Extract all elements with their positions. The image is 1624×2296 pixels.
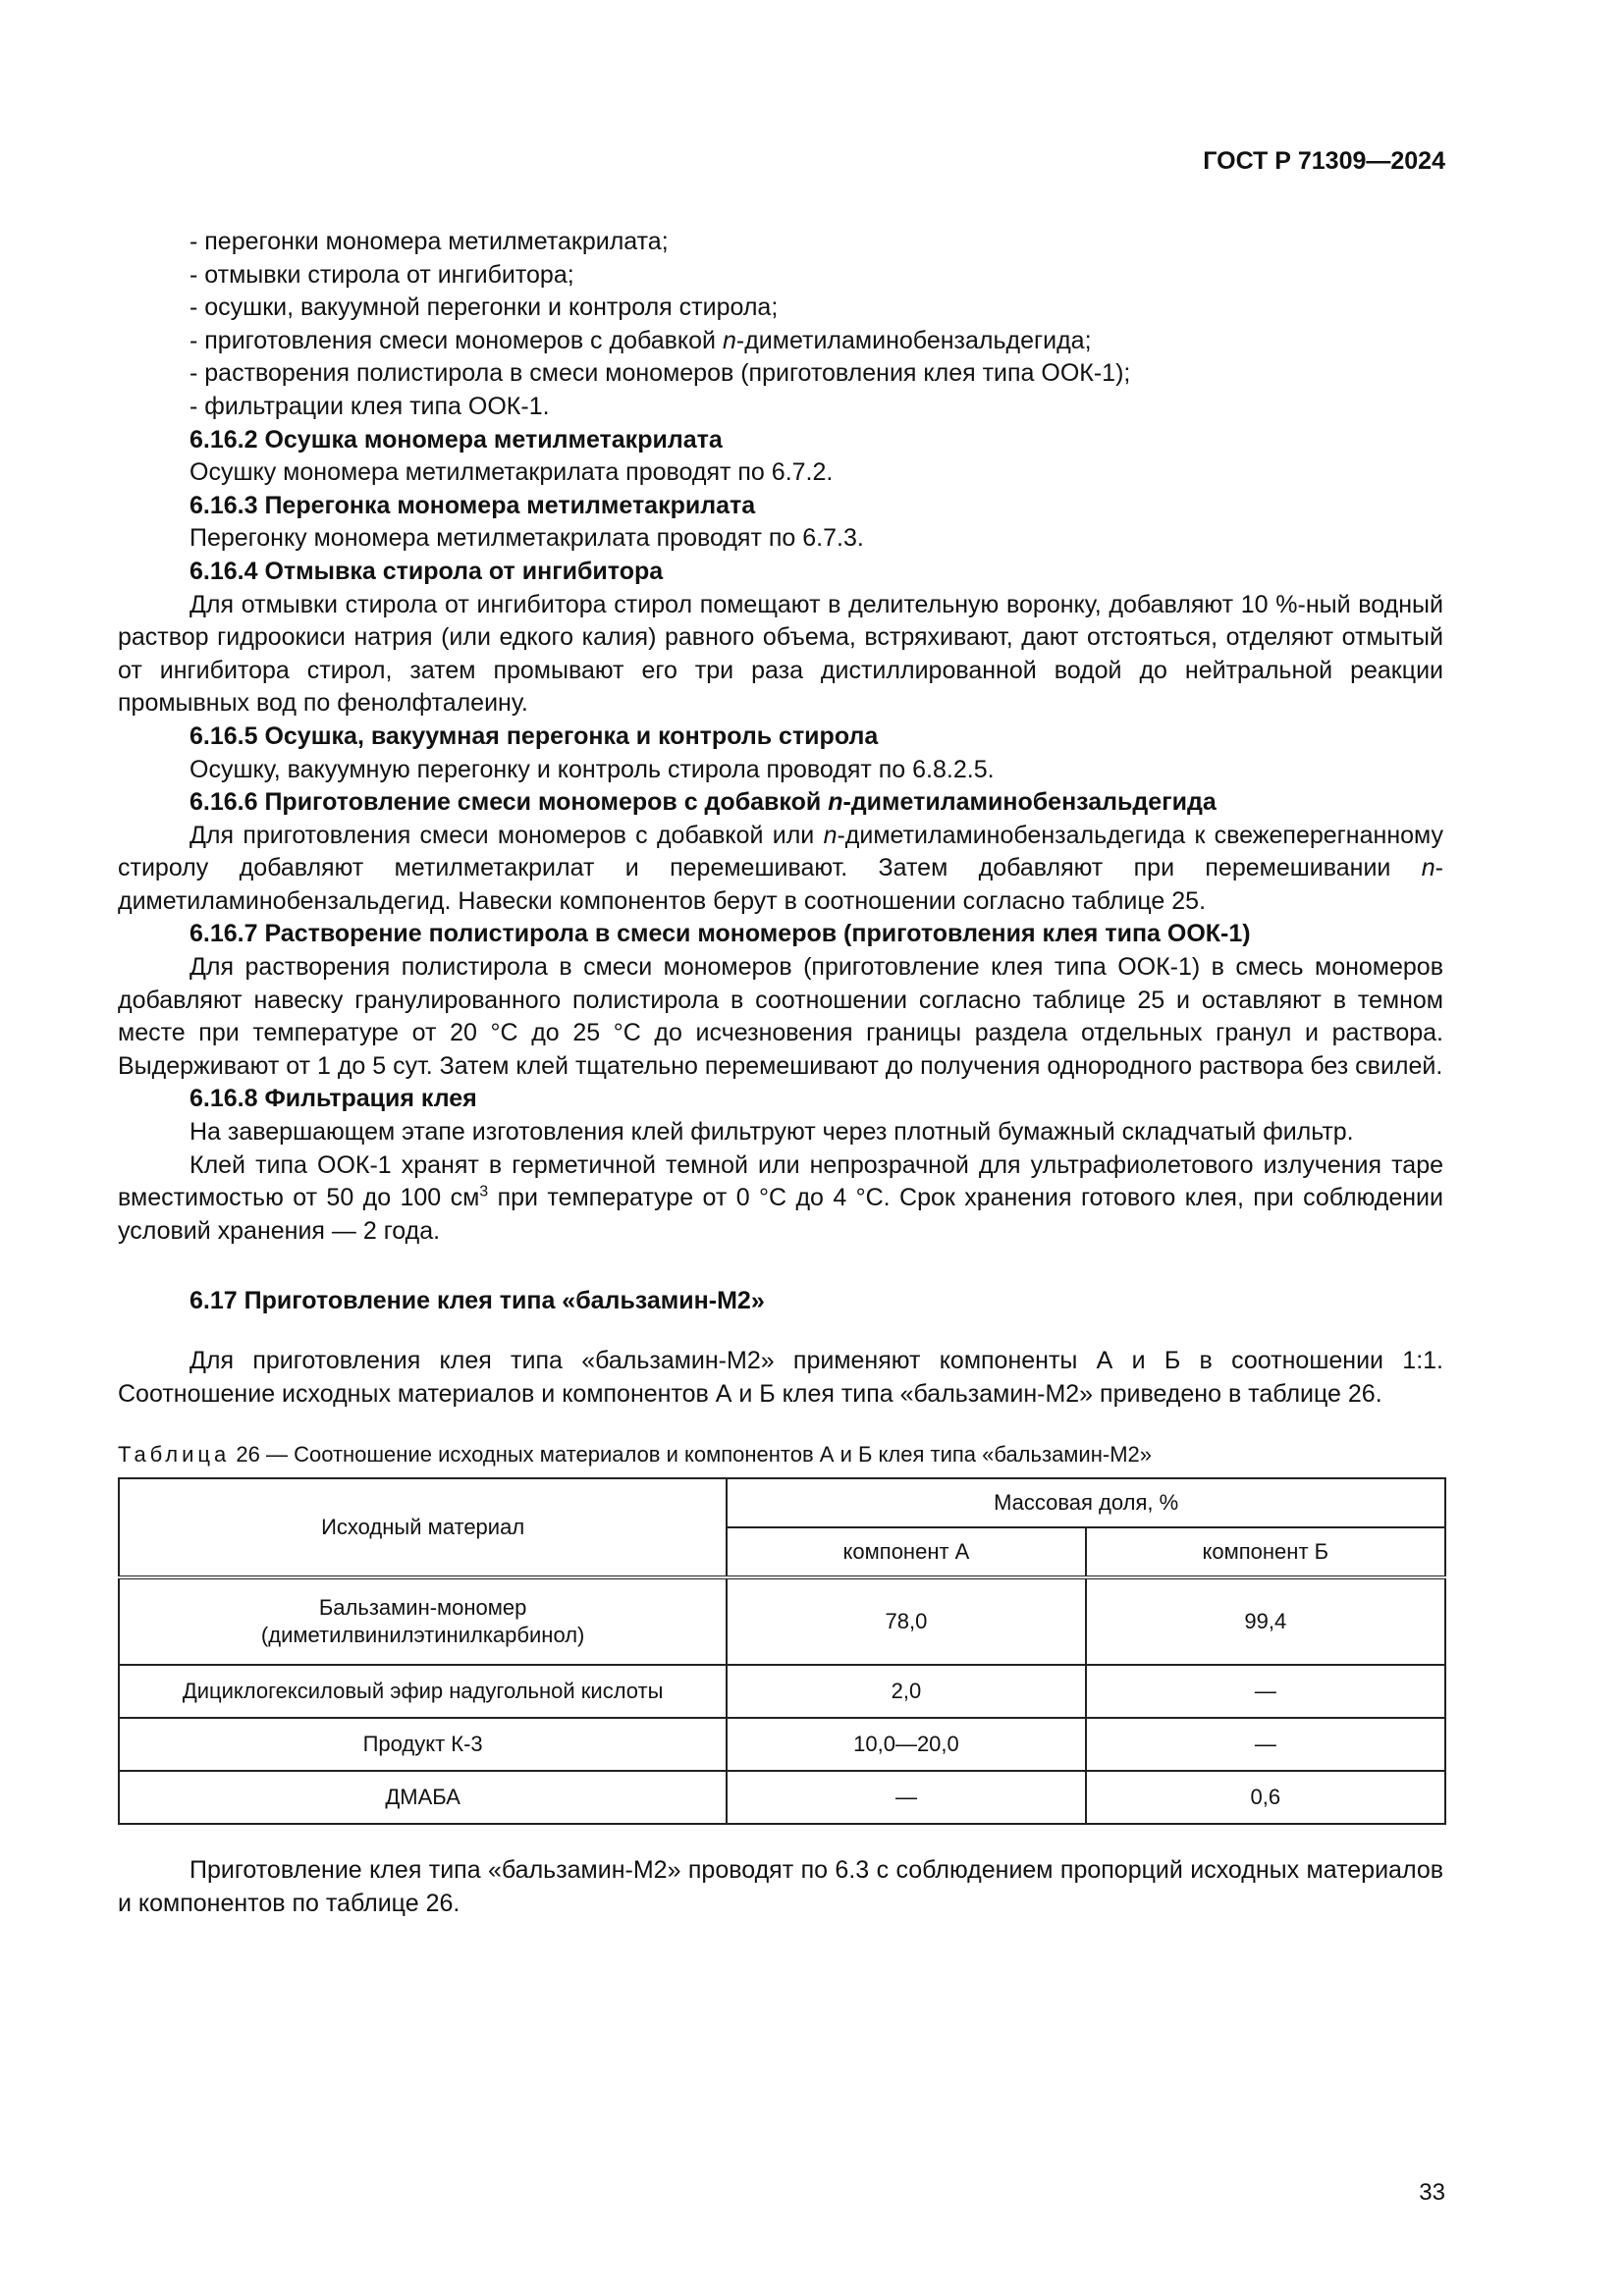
section-text-6-16-5: Осушку, вакуумную перегонку и контроль стирола проводят по 6.8.2.5. — [189, 755, 995, 783]
section-text-6-16-7: Для растворения полистирола в смеси мономеров (приготовление клея типа ООК-1) в смесь мономеров добавляют навеску гранулированного полистирола в соотношении согласно таблице 25 и оставляют в темном месте при температуре от 20 °С до 25 °С до исчезновения границы раздела отдельных гранул и раствора. Выдерживают от 1 до 5 сут. Затем клей тщательно перемешивают до получения однородного раствора без свилей. — [118, 953, 1443, 1080]
section-heading-6-17: 6.17 Приготовление клея типа «бальзамин-М2» — [189, 1287, 765, 1315]
caption-label: Таблица — [118, 1442, 231, 1468]
section-text-6-16-8-b — [118, 1149, 1443, 1249]
cell-b: — — [1086, 1718, 1445, 1771]
section-text-6-16-6 — [118, 820, 1443, 919]
list-item-text: - приготовления смеси мономеров с добавкой — [189, 326, 723, 354]
material-line: (диметилвинилэтинилкарбинол) — [260, 1623, 585, 1648]
cell-material: Продукт К-3 — [119, 1718, 727, 1771]
section-text-6-16-8-a: На завершающем этапе изготовления клей фильтруют через плотный бумажный складчатый фильтр. — [189, 1118, 1354, 1147]
section-text-6-16-2: Осушку мономера метилметакрилата проводят по 6.7.2. — [189, 458, 834, 487]
header-component-a: компонент А — [727, 1527, 1085, 1577]
cell-a: 78,0 — [727, 1577, 1085, 1665]
text-part: -диметиламинобензальдегида к свежеперегнанному стиролу добавляют метилметакрилат и перемешивают. Затем добавляют при перемешивании — [118, 821, 1443, 882]
section-text-6-16-4: Для отмывки стирола от ингибитора стирол помещают в делительную воронку, добавляют 10 %-ный водный раствор гидроокиси натрия (или едкого калия) равного объема, встряхивают, дают отстояться, отделяют отмытый от ингибитора стирол, затем промывают его три раза дистиллированной водой до нейтральной реакции промывных вод по фенолфталеину. — [118, 590, 1443, 718]
list-item: - перегонки мономера метилметакрилата; — [189, 228, 669, 255]
table-row — [119, 1771, 1445, 1824]
section-heading-6-16-2: 6.16.2 Осушка мономера метилметакрилата — [189, 425, 723, 454]
cell-material: ДМАБА — [119, 1771, 727, 1824]
material-line: Бальзамин-мономер — [318, 1595, 527, 1621]
section-text-6-17: Для приготовления клея типа «бальзамин-М2» применяют компоненты А и Б в соотношении 1:1. Соотношение исходных материалов и компонентов А и Б клея типа «бальзамин-М2» приведено в таблице 26. — [118, 1347, 1443, 1408]
after-table-text: Приготовление клея типа «бальзамин-М2» проводят по 6.3 с соблюдением пропорций исходных материалов и компонентов по таблице 26. — [118, 1856, 1443, 1917]
cell-b: — — [1086, 1665, 1445, 1718]
page-number: 33 — [1419, 2179, 1445, 2206]
cell-a: — — [727, 1771, 1085, 1824]
table-row — [119, 1577, 1445, 1665]
list-item-text: -диметиламинобензальдегида; — [735, 326, 1092, 354]
header-mass-fraction: Массовая доля, % — [727, 1478, 1445, 1527]
cell-a: 10,0—20,0 — [727, 1718, 1085, 1771]
section-heading-6-16-8: 6.16.8 Фильтрация клея — [189, 1085, 477, 1113]
italic-n: n — [722, 326, 736, 354]
table-26 — [118, 1477, 1446, 1825]
heading-part: -диметиламинобензальдегида — [842, 788, 1217, 817]
cell-a: 2,0 — [727, 1665, 1085, 1718]
list-item: - растворения полистирола в смеси мономеров (приготовления клея типа ООК-1); — [189, 359, 1131, 388]
section-heading-6-16-6 — [118, 786, 1443, 820]
page-content — [118, 226, 1443, 1920]
text-part: Для приготовления смеси мономеров с добавкой или — [189, 821, 824, 849]
list-item: - фильтрации клея типа ООК-1. — [189, 392, 550, 420]
cell-material — [119, 1577, 727, 1665]
section-heading-6-16-3: 6.16.3 Перегонка мономера метилметакрилата — [189, 491, 756, 519]
text-part: Клей типа ООК-1 хранят в герметичной темной или непрозрачной для ультрафиолетового излучения таре вместимостью от 50 до 100 см — [118, 1150, 1443, 1212]
heading-part: 6.16.6 Приготовление смеси мономеров с добавкой — [189, 788, 829, 817]
section-text-6-16-3: Перегонку мономера метилметакрилата проводят по 6.7.3. — [189, 524, 864, 553]
caption-text: 26 — Соотношение исходных материалов и компонентов А и Б клея типа «бальзамин-М2» — [230, 1442, 1152, 1468]
list-item: - отмывки стирола от ингибитора; — [189, 260, 574, 289]
table-caption — [118, 1440, 1443, 1469]
italic-n: n — [823, 821, 838, 849]
italic-n: n — [828, 788, 843, 817]
cell-b: 99,4 — [1086, 1577, 1445, 1665]
text-part: -диметиламинобензальдегид. Навески компонентов берут в соотношении согласно таблице 25. — [118, 854, 1443, 915]
header-component-b: компонент Б — [1086, 1527, 1445, 1577]
cell-b: 0,6 — [1086, 1771, 1445, 1824]
table-row — [119, 1665, 1445, 1718]
list-item: - осушки, вакуумной перегонки и контроля стирола; — [189, 294, 779, 322]
superscript: 3 — [479, 1183, 489, 1201]
italic-n: n — [1421, 854, 1435, 882]
header-material: Исходный материал — [119, 1478, 727, 1577]
table-row — [119, 1718, 1445, 1771]
document-code: ГОСТ Р 71309—2024 — [1203, 147, 1445, 175]
section-heading-6-16-5: 6.16.5 Осушка, вакуумная перегонка и контроль стирола — [189, 721, 879, 750]
text-part: при температуре от 0 °С до 4 °С. Срок хранения готового клея, при соблюдении условий хранения — 2 года. — [118, 1184, 1443, 1245]
cell-material: Дициклогексиловый эфир надугольной кислоты — [119, 1665, 727, 1718]
section-heading-6-16-4: 6.16.4 Отмывка стирола от ингибитора — [189, 557, 664, 585]
section-heading-6-16-7: 6.16.7 Растворение полистирола в смеси мономеров (приготовления клея типа ООК-1) — [189, 920, 1251, 948]
list-item — [118, 325, 1443, 358]
